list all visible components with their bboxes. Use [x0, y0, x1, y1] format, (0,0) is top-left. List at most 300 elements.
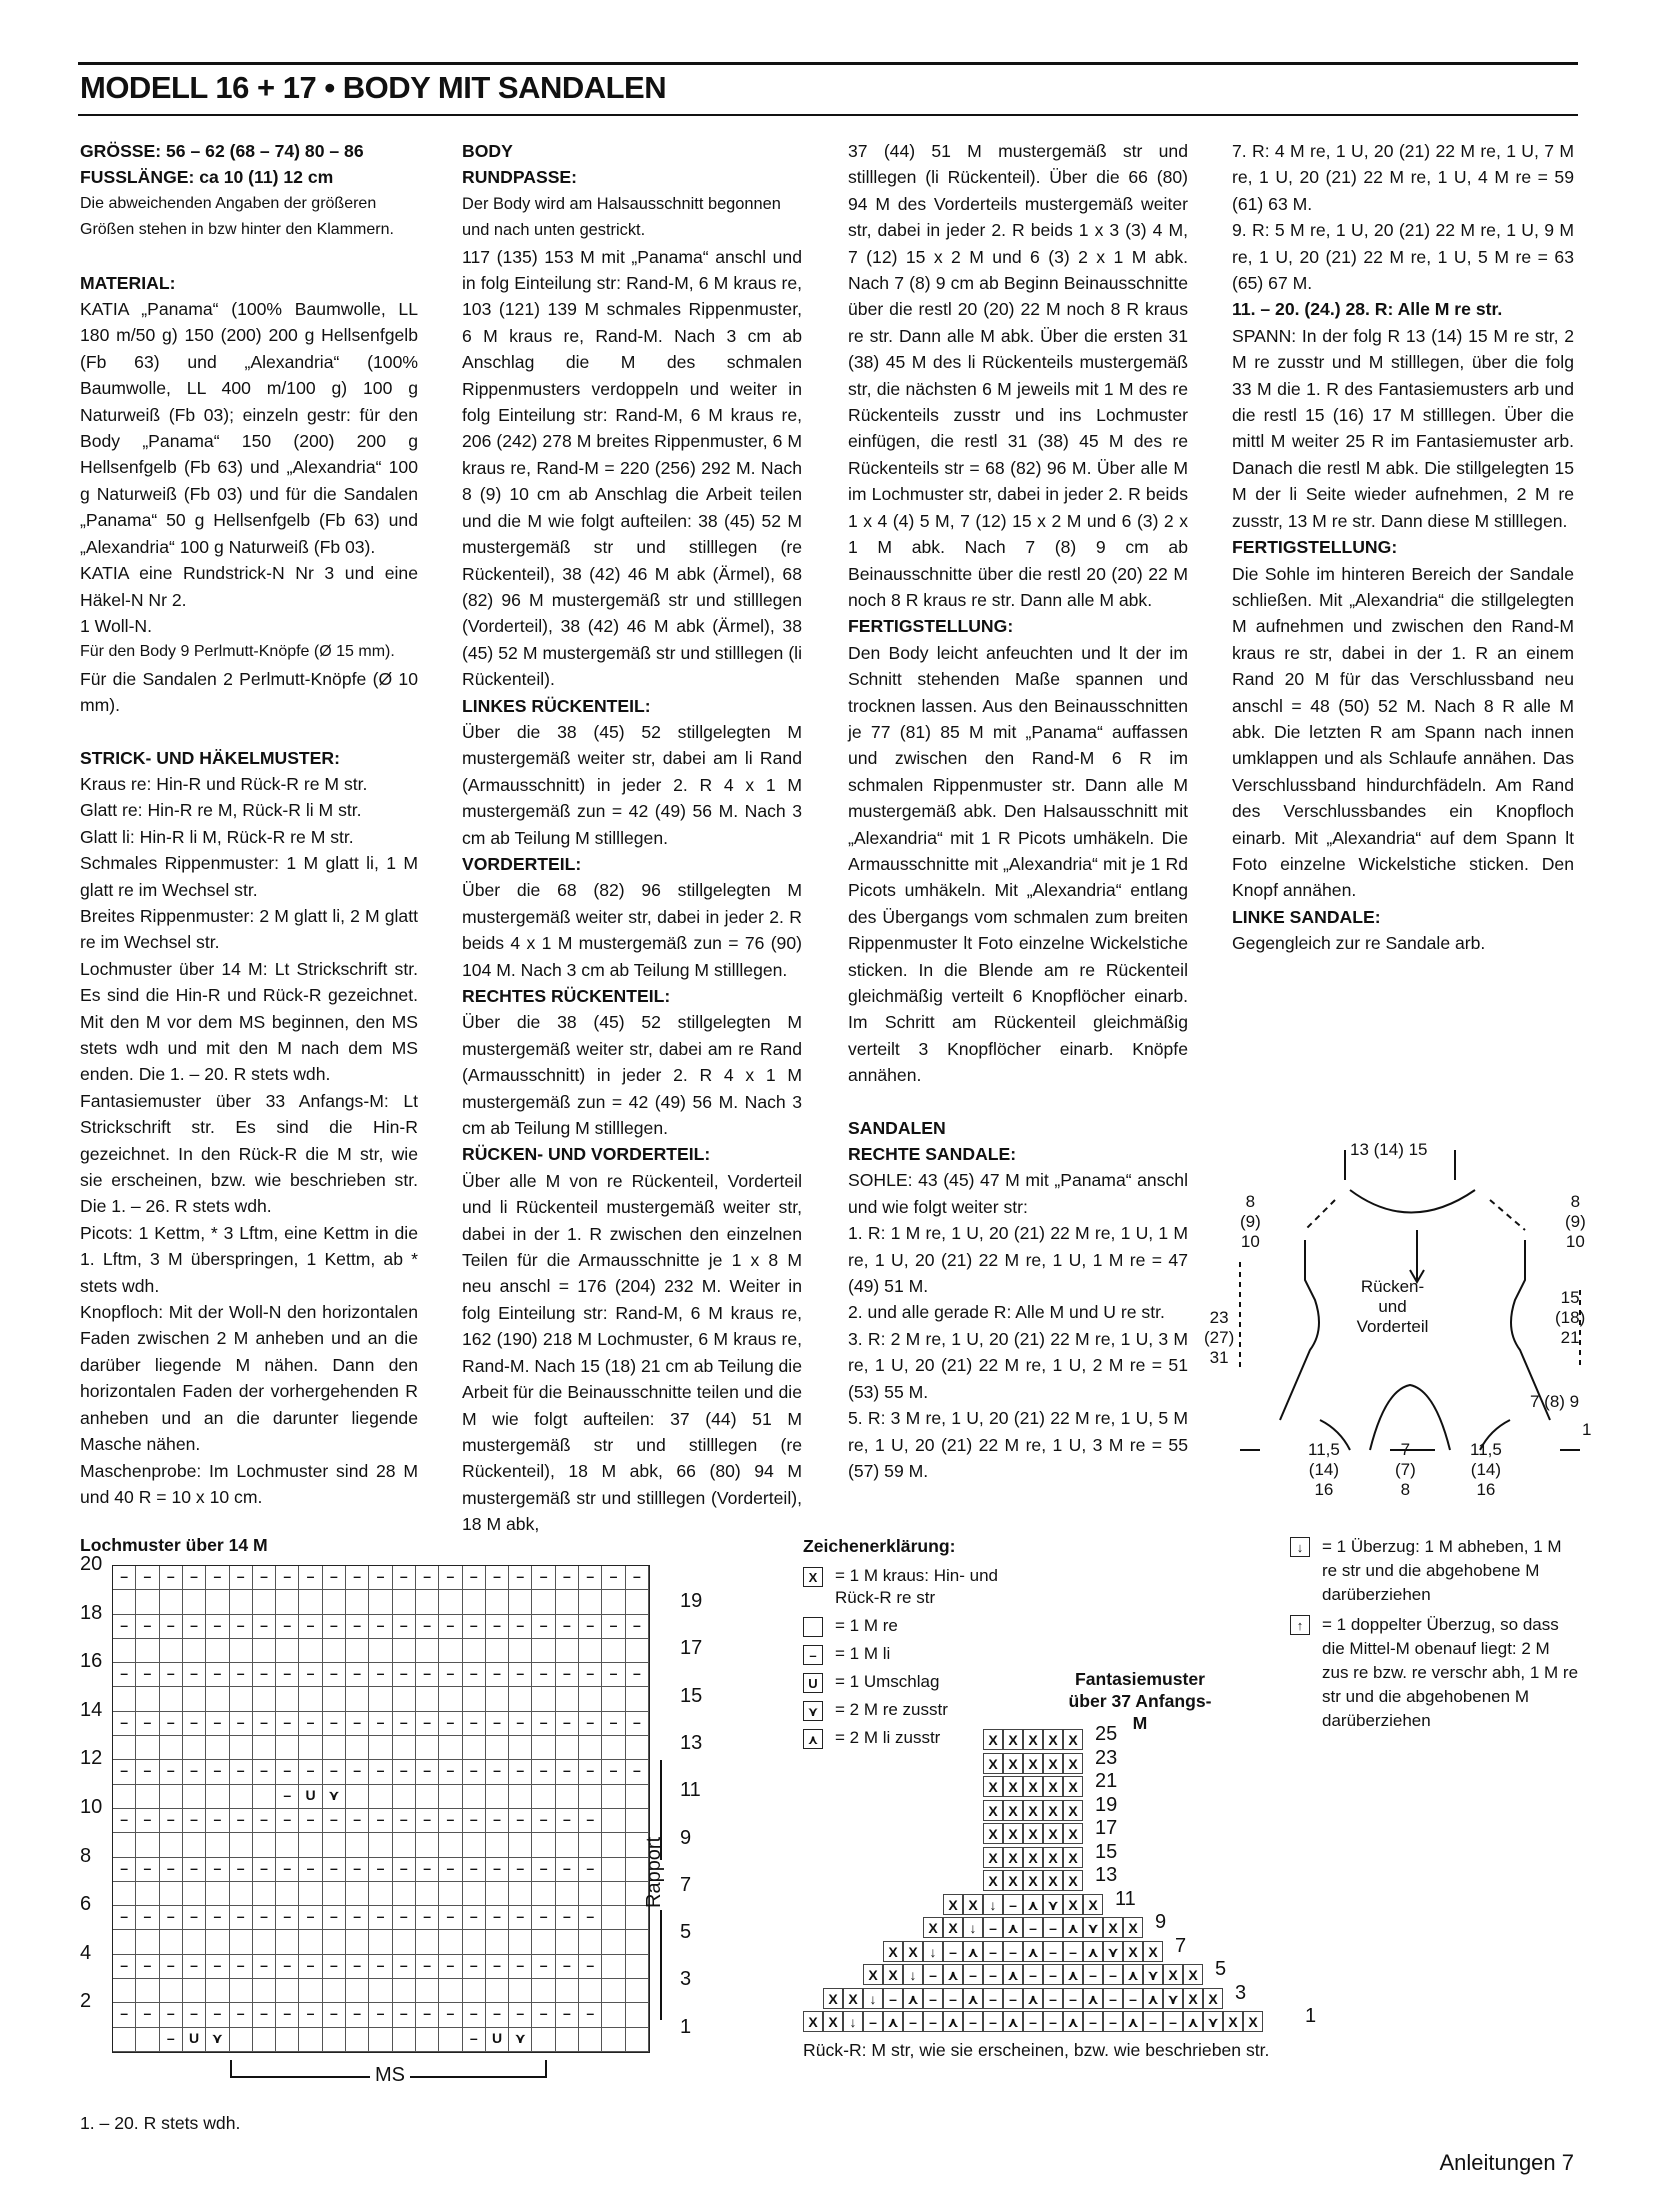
lace-chart-cell — [276, 1882, 299, 1906]
fancy-chart-cell: X — [923, 1917, 943, 1938]
lace-chart-cell: – — [579, 2003, 602, 2027]
finishing-text: Den Body leicht anfeuchten und lt der im Schnitt stehenden Maße spannen und trocknen lassen. Aus den Beinausschnitten je 77 (81) 85 M mit „Panama“ auffassen und zwischen den Rand-M 6 R im schmalen Rippenmuster str. Dann alle M mustergemäß abk. Den Halsausschnitt mit „Alexandria“ mit 1 R Picots umhäkeln. Die Armausschnitte mit „Alexandria“ mit je 1 Rd Picots umhäkeln. Mit „Alexandria“ entlang des Übergangs vom schmalen zum breiten Rippenmuster lt Foto einzelne Wickelstiche sticken. In die Blende am re Rückenteil gleichmäßig verteilt 6 Knopflöcher einarb. Im Schritt am Rückenteil gleichmäßig verteilt 3 Knopflöcher einarb. Knöpfe annähen. — [848, 642, 1188, 1086]
lace-chart-cell: – — [509, 1858, 532, 1882]
lace-chart-cell: – — [416, 1906, 439, 1930]
lace-chart-cell — [509, 1785, 532, 1809]
lace-chart-cell — [299, 1833, 322, 1857]
lace-chart-cell: – — [439, 1858, 462, 1882]
sole-text: SOHLE: 43 (45) 47 M mit „Panama“ anschl und wie folgt weiter str: — [848, 1170, 1188, 1217]
lace-chart-cell — [556, 1979, 579, 2003]
lace-row-label-right: 13 — [680, 1731, 703, 1754]
title-rule-bottom — [78, 114, 1578, 116]
sandals-heading: SANDALEN — [848, 1117, 946, 1138]
fancy-chart-cell: X — [1143, 1941, 1163, 1962]
lace-chart-cell: – — [113, 1809, 136, 1833]
lace-chart-cell — [160, 1590, 183, 1614]
lace-chart-cell — [113, 1590, 136, 1614]
lace-chart-cell: – — [393, 1955, 416, 1979]
lace-chart-cell: – — [276, 1760, 299, 1784]
lace-chart-cell: – — [230, 1712, 253, 1736]
lace-chart-cell — [230, 1639, 253, 1663]
ms-line-left — [230, 2076, 370, 2078]
fancy-chart-cell: X — [823, 1988, 843, 2009]
lace-chart-cell: – — [532, 1663, 555, 1687]
lace-chart-cell: – — [393, 2003, 416, 2027]
lace-chart-cell: – — [276, 2003, 299, 2027]
lace-chart-cell: – — [160, 2028, 183, 2052]
lace-chart-cell — [532, 1736, 555, 1760]
fancy-chart-cell: X — [1003, 1847, 1023, 1868]
row-1-text: 1. R: 1 M re, 1 U, 20 (21) 22 M re, 1 U, 1 M re, 1 U, 20 (21) 22 M re, 1 U, 1 M re = 47 (49) 51 M. — [848, 1223, 1188, 1297]
lace-chart-cell — [463, 1930, 486, 1954]
fancy-chart-cell: ⋏ — [1123, 1964, 1143, 1985]
finishing-heading: FERTIGSTELLUNG: — [848, 616, 1014, 637]
lace-chart-cell: – — [253, 1906, 276, 1930]
lace-chart-cell — [556, 1785, 579, 1809]
lace-chart-cell — [463, 1882, 486, 1906]
lace-chart-cell: – — [276, 1615, 299, 1639]
fancy-chart-cell: ⋏ — [1023, 1941, 1043, 1962]
diagram-right-top: 8 (9) 10 — [1565, 1192, 1586, 1251]
lace-chart-cell — [276, 1930, 299, 1954]
lace-chart-cell: – — [579, 1858, 602, 1882]
lace-chart-cell: – — [253, 1712, 276, 1736]
fancy-footnote: Rück-R: M str, wie sie erscheinen, bzw. wie beschrieben str. — [803, 2040, 1270, 2060]
lace-chart-cell: – — [486, 1760, 509, 1784]
lace-chart-cell: – — [416, 1566, 439, 1590]
lace-chart-cell — [136, 2028, 159, 2052]
sandal-finishing-heading: FERTIGSTELLUNG: — [1232, 537, 1398, 558]
lace-chart-title: Lochmuster über 14 M — [80, 1535, 268, 1555]
lace-chart-cell: – — [160, 1615, 183, 1639]
stitch-symbol-icon: ⋎ — [803, 1701, 823, 1721]
back-front-text: Über alle M von re Rückenteil, Vorderteil und li Rückenteil mustergemäß weiter str, dabei in der 1. R zwischen den einzelnen Teilen für die Armausschnitte je 1 x 8 M neu anschl = 176 (204) 232 M. Weiter in folg Einteilung str: Rand-M, 6 M kraus re, 162 (190) 218 M Lochmuster, 6 M kraus re, Rand-M. Nach 15 (18) 21 cm ab Teilung die Arbeit für die Beinausschnitte teilen und die M wie folgt aufteilen: 37 (44) 51 M mustergemäß str und stilllegen (re Rückenteil), 18 M abk, 66 (80) 94 M mustergemäß str und stilllegen (Vorderteil), 18 M abk, — [462, 1170, 803, 1535]
lace-chart-cell: – — [439, 2003, 462, 2027]
fancy-chart-cell: X — [1003, 1776, 1023, 1797]
lace-chart-cell — [532, 1930, 555, 1954]
lace-chart-cell: – — [253, 2003, 276, 2027]
lace-chart-cell — [626, 2003, 649, 2027]
lace-chart-cell: – — [486, 1712, 509, 1736]
fancy-row-label: 7 — [1175, 1934, 1187, 1957]
lace-chart-cell: – — [346, 1955, 369, 1979]
lace-chart-cell — [393, 1639, 416, 1663]
lace-chart-cell: – — [439, 1615, 462, 1639]
fancy-chart-cell: X — [1023, 1776, 1043, 1797]
lace-chart-cell — [486, 1590, 509, 1614]
fancy-chart-cell: – — [1063, 1988, 1083, 2009]
lace-chart-cell — [369, 1785, 392, 1809]
lace-chart-cell — [579, 1979, 602, 2003]
arrow-up-icon: ↑ — [1290, 1615, 1310, 1635]
yoke-intro: Der Body wird am Halsausschnitt begonnen und nach unten gestrickt. — [462, 194, 781, 240]
diagram-left-top: 8 (9) 10 — [1240, 1192, 1261, 1251]
lace-chart-cell: – — [532, 2003, 555, 2027]
lace-chart-cell: – — [183, 1663, 206, 1687]
lace-chart-cell: – — [113, 2003, 136, 2027]
lace-chart-cell: – — [323, 1858, 346, 1882]
rapport-line-lower — [660, 1910, 662, 2020]
fancy-row-label: 1 — [1305, 2005, 1317, 2027]
fancy-chart-cell: – — [1123, 1988, 1143, 2009]
lace-chart-cell: – — [486, 1663, 509, 1687]
fancy-chart-cell: X — [1243, 2011, 1263, 2032]
row-7-text: 7. R: 4 M re, 1 U, 20 (21) 22 M re, 1 U, 7 M re, 1 U, 20 (21) 22 M re, 1 U, 4 M re = 59 (61) 63 M. — [1232, 141, 1574, 214]
fancy-chart-cell: X — [823, 2011, 843, 2032]
picots-text: Picots: 1 Kettm, * 3 Lftm, eine Kettm in die 1. Lftm, 3 M überspringen, 1 Kettm, ab * stets wdh. — [80, 1222, 418, 1296]
lace-chart-cell — [276, 1979, 299, 2003]
lace-chart-cell — [486, 1882, 509, 1906]
fancy-chart-cell: X — [1063, 1823, 1083, 1844]
lace-chart-cell — [626, 1785, 649, 1809]
lace-chart-cell: – — [299, 2003, 322, 2027]
fancy-chart-cell: X — [1063, 1894, 1083, 1915]
fancy-chart-cell: X — [1043, 1800, 1063, 1821]
fancy-chart-cell: X — [1063, 1800, 1083, 1821]
lace-chart-cell — [602, 1930, 625, 1954]
lace-chart-cell — [439, 1833, 462, 1857]
lace-chart-cell — [323, 1639, 346, 1663]
left-sandal-text: Gegengleich zur re Sandale arb. — [1232, 933, 1486, 954]
lace-chart-cell: – — [323, 1663, 346, 1687]
fancy-chart-cell: X — [1003, 1729, 1023, 1750]
lace-chart-cell: – — [579, 1906, 602, 1930]
lace-chart-cell: – — [276, 1712, 299, 1736]
lace-chart-cell — [532, 1590, 555, 1614]
lace-chart-cell: – — [463, 1955, 486, 1979]
lace-chart-cell: – — [160, 1906, 183, 1930]
lace-chart-cell — [253, 1736, 276, 1760]
lace-chart-cell: – — [369, 1809, 392, 1833]
lace-row-label-left: 4 — [80, 1941, 92, 1964]
lace-chart-cell: – — [183, 1615, 206, 1639]
fancy-chart-cell: – — [1163, 2011, 1183, 2032]
buttons-body-text: Für den Body 9 Perlmutt-Knöpfe (Ø 15 mm). — [80, 643, 395, 661]
lace-chart-cell — [276, 1687, 299, 1711]
fancy-chart-cell: X — [1063, 1753, 1083, 1774]
body-continued-text: 37 (44) 51 M mustergemäß str und stilllegen (li Rückenteil). Über die 66 (80) 94 M des Vorderteils mustergemäß weiter str, dabei in jeder 2. R beids 1 x 3 (3) 4 M, 7 (12) 15 x 2 M und 6 (3) 2 x 1 M abk. Nach 7 (8) 9 cm ab Beginn Beinausschnitte über die restl 20 (20) 22 M noch 8 R kraus re str. Dann alle M abk. Über die ersten 31 (38) 45 M des li Rückenteils mustergemäß str, die nächsten 6 M jeweils mit 1 M des re Rückenteils zusstr und ins Lochmuster einfügen, die restl 31 (38) 45 M des re Rückenteils str = 68 (82) 96 M. Über alle M im Lochmuster str, dabei in jeder 2. R beids 1 x 4 (4) 5 M, 7 (12) 15 x 2 M und 6 (3) 2 x 1 M abk. Nach 7 (8) 9 cm ab Beinausschnitte über die restl 20 (20) 22 M noch 8 R kraus re str. Dann alle M abk. — [848, 141, 1188, 610]
lace-row-label-right: 11 — [680, 1779, 701, 1802]
lace-chart-cell — [439, 1979, 462, 2003]
lace-chart-cell: – — [253, 1858, 276, 1882]
fancy-chart-cell: X — [883, 1941, 903, 1962]
lace-chart-cell — [253, 1639, 276, 1663]
lace-chart-cell: – — [299, 1858, 322, 1882]
lace-chart-cell: – — [509, 1809, 532, 1833]
lace-chart-cell: – — [136, 1663, 159, 1687]
lace-chart-cell — [626, 1930, 649, 1954]
lace-chart-cell — [416, 1979, 439, 2003]
lace-chart-cell: – — [346, 1760, 369, 1784]
lace-chart-cell — [579, 1736, 602, 1760]
lace-chart-cell: – — [160, 1712, 183, 1736]
lace-chart-cell — [416, 1833, 439, 1857]
diagram-top-measure: 13 (14) 15 — [1350, 1140, 1428, 1159]
fancy-chart-cell: – — [943, 1941, 963, 1962]
lace-chart-cell: – — [532, 1566, 555, 1590]
lace-chart-cell: – — [113, 1906, 136, 1930]
lace-chart-cell — [509, 1687, 532, 1711]
lace-chart-cell: – — [136, 1955, 159, 1979]
lace-chart-cell — [299, 1930, 322, 1954]
legend-item-text: = 1 Umschlag — [835, 1672, 940, 1691]
fancy-chart-cell: ⋎ — [1203, 2011, 1223, 2032]
lace-chart-cell — [486, 1687, 509, 1711]
lace-chart-cell: – — [183, 1955, 206, 1979]
lace-chart-cell: – — [532, 1906, 555, 1930]
lace-chart-cell: – — [253, 1566, 276, 1590]
lace-chart-cell — [113, 1785, 136, 1809]
lace-chart-cell: – — [369, 1615, 392, 1639]
lace-chart-cell: – — [346, 1712, 369, 1736]
fancy-chart-cell: – — [1083, 2011, 1103, 2032]
lace-chart-cell: – — [463, 1906, 486, 1930]
lace-chart-cell — [136, 1687, 159, 1711]
fancy-chart-cell: X — [1043, 1729, 1063, 1750]
lace-chart-cell — [160, 1930, 183, 1954]
lace-chart-cell — [230, 1785, 253, 1809]
fancy-chart-cell: – — [1003, 1941, 1023, 1962]
lace-chart-cell: – — [369, 1566, 392, 1590]
fancy-row-label: 19 — [1095, 1793, 1118, 1816]
lace-chart-cell: – — [230, 2003, 253, 2027]
lace-chart-cell: – — [463, 1760, 486, 1784]
lace-chart-cell — [113, 1833, 136, 1857]
lace-chart-cell — [323, 1590, 346, 1614]
lace-chart-cell: – — [579, 1615, 602, 1639]
lace-chart-cell: – — [439, 1955, 462, 1979]
lace-chart-cell: – — [393, 1906, 416, 1930]
lace-chart-cell: – — [416, 2003, 439, 2027]
lace-chart-cell — [579, 1639, 602, 1663]
lace-chart-cell — [416, 1882, 439, 1906]
fancy-chart-cell: – — [1103, 2011, 1123, 2032]
lace-chart-cell — [602, 1882, 625, 1906]
lace-row-label-right: 5 — [680, 1921, 692, 1944]
lace-chart-cell: – — [463, 1566, 486, 1590]
lace-chart-cell: ⋎ — [206, 2028, 229, 2052]
lace-chart-cell — [136, 1930, 159, 1954]
lace-chart-cell — [230, 1736, 253, 1760]
lace-row-label-right: 19 — [680, 1590, 703, 1612]
fancy-chart-cell: ⋏ — [963, 1988, 983, 2009]
lace-chart-cell: – — [230, 1906, 253, 1930]
lace-chart-cell: – — [346, 1906, 369, 1930]
lace-chart-cell: – — [323, 1809, 346, 1833]
lace-chart-cell — [393, 1687, 416, 1711]
fancy-row-label: 17 — [1095, 1817, 1118, 1839]
fancy-chart-cell: X — [1023, 1729, 1043, 1750]
lace-chart-cell — [463, 1833, 486, 1857]
lace-chart-cell — [113, 1736, 136, 1760]
lace-chart-cell: – — [230, 1615, 253, 1639]
fancy-chart-cell: – — [923, 2011, 943, 2032]
lace-row-label-left: 12 — [80, 1747, 103, 1770]
legend-item — [803, 1565, 1025, 1609]
fancy-chart-cell: – — [883, 1988, 903, 2009]
lace-chart-cell: – — [463, 2028, 486, 2052]
lace-chart-cell — [602, 2003, 625, 2027]
lace-chart-cell: U — [299, 1785, 322, 1809]
lace-chart-cell — [253, 1979, 276, 2003]
lace-chart-cell — [532, 1833, 555, 1857]
lace-chart-cell — [393, 1590, 416, 1614]
lace-chart-cell: – — [276, 1785, 299, 1809]
pattern-heading: STRICK- UND HÄKELMUSTER: — [80, 747, 340, 768]
lace-chart-cell — [160, 1979, 183, 2003]
fancy-chart-cell: – — [1043, 1964, 1063, 1985]
fancy-row-label: 21 — [1095, 1770, 1118, 1792]
lace-chart-cell: – — [346, 2003, 369, 2027]
fancy-chart-cell: X — [1123, 1917, 1143, 1938]
lace-chart-cell: – — [579, 1809, 602, 1833]
lace-chart-cell — [393, 2028, 416, 2052]
lace-chart-cell — [323, 1736, 346, 1760]
lace-chart-cell — [463, 1590, 486, 1614]
lace-chart-cell — [509, 1639, 532, 1663]
fancy-chart-cell: – — [1043, 1941, 1063, 1962]
lace-chart-cell: – — [509, 1615, 532, 1639]
fancy-chart-cell: – — [1063, 1941, 1083, 1962]
lace-chart-cell — [183, 1590, 206, 1614]
lace-chart-cell — [136, 1590, 159, 1614]
lace-chart-cell — [602, 1785, 625, 1809]
lace-chart-cell — [532, 1687, 555, 1711]
lace-footnote: 1. – 20. R stets wdh. — [80, 2113, 241, 2133]
lace-chart-cell: – — [323, 2003, 346, 2027]
lace-chart-cell: – — [160, 1760, 183, 1784]
fancy-chart-cell: X — [1043, 1870, 1063, 1891]
lace-chart-cell: – — [486, 1566, 509, 1590]
lace-chart-cell: – — [416, 1760, 439, 1784]
lace-chart-cell: – — [206, 1858, 229, 1882]
lace-chart-cell: – — [113, 1760, 136, 1784]
lace-chart-cell — [509, 1930, 532, 1954]
column-2 — [462, 138, 802, 1538]
lace-chart-cell: – — [136, 1809, 159, 1833]
lace-chart-cell — [183, 1882, 206, 1906]
lace-chart-cell — [323, 1833, 346, 1857]
lace-chart-cell: – — [369, 1760, 392, 1784]
fancy-chart-cell: X — [1063, 1847, 1083, 1868]
lace-chart-cell — [602, 1639, 625, 1663]
lace-chart-cell — [509, 1882, 532, 1906]
lace-chart-cell: – — [299, 1615, 322, 1639]
lace-chart-cell: – — [509, 2003, 532, 2027]
lace-chart-cell: – — [626, 1615, 649, 1639]
lace-chart-cell — [206, 1930, 229, 1954]
lace-chart-cell — [346, 1687, 369, 1711]
lace-chart-cell: – — [416, 1955, 439, 1979]
row-9-text: 9. R: 5 M re, 1 U, 20 (21) 22 M re, 1 U, 9 M re, 1 U, 20 (21) 22 M re, 1 U, 5 M re = 63 (65) 67 M. — [1232, 220, 1574, 294]
lace-chart-cell: U — [183, 2028, 206, 2052]
lace-chart-cell: – — [299, 1760, 322, 1784]
lace-chart-cell: – — [160, 1955, 183, 1979]
fancy-chart-cell: – — [1043, 2011, 1063, 2032]
lace-chart-cell — [532, 1785, 555, 1809]
lace-chart-cell: – — [416, 1712, 439, 1736]
glatt-li-text: Glatt li: Hin-R li M, Rück-R re M str. — [80, 826, 354, 847]
fancy-pattern-text: Fantasiemuster über 33 Anfangs-M: Lt Strickschrift str. Es sind die Hin-R gezeichnet. In den Rück-R die M str, wie sie erscheinen, bzw. wie beschrieben str. Die 1. – 26. R stets wdh. — [80, 1090, 418, 1217]
fancy-chart-cell: – — [1043, 1917, 1063, 1938]
legend-item — [803, 1615, 1025, 1637]
fancy-chart-cell: X — [1163, 1964, 1183, 1985]
lace-chart-cell: – — [206, 1615, 229, 1639]
lace-chart-cell — [626, 1809, 649, 1833]
fancy-chart-cell: – — [1003, 1988, 1023, 2009]
legend-item-text: = 2 M li zusstr — [835, 1728, 941, 1747]
lace-chart-cell: – — [253, 1615, 276, 1639]
lace-chart-cell — [532, 2028, 555, 2052]
lace-chart-cell — [136, 1833, 159, 1857]
gauge-text: Maschenprobe: Im Lochmuster sind 28 M und 40 R = 10 x 10 cm. — [80, 1460, 418, 1507]
lace-chart-cell: – — [299, 1906, 322, 1930]
lace-row-label-left: 16 — [80, 1650, 103, 1673]
lace-chart-cell — [299, 1882, 322, 1906]
lace-chart-cell: – — [206, 1760, 229, 1784]
legend-item — [803, 1671, 1025, 1693]
fancy-chart-cell: ⋏ — [883, 2011, 903, 2032]
lace-chart-cell: – — [556, 1906, 579, 1930]
lace-row-label-right: 15 — [680, 1684, 703, 1707]
fancy-chart-cell: – — [903, 2011, 923, 2032]
fancy-chart-cell: – — [963, 1964, 983, 1985]
fancy-chart-cell: – — [1023, 1964, 1043, 1985]
fancy-chart-cell: – — [1043, 1988, 1063, 2009]
fancy-chart-cell: X — [1003, 1753, 1023, 1774]
row-5-text: 5. R: 3 M re, 1 U, 20 (21) 22 M re, 1 U, 5 M re, 1 U, 20 (21) 22 M re, 1 U, 3 M re = 55 (57) 59 M. — [848, 1408, 1188, 1481]
lace-chart-cell — [299, 1979, 322, 2003]
lace-chart-cell: – — [439, 1760, 462, 1784]
lace-chart-cell — [253, 1833, 276, 1857]
lace-chart-cell — [626, 1639, 649, 1663]
lace-chart-cell — [299, 2028, 322, 2052]
lace-row-label-left: 2 — [80, 1990, 92, 2013]
lace-chart-cell — [369, 2028, 392, 2052]
lace-chart-cell: – — [532, 1858, 555, 1882]
lace-chart-cell — [113, 1639, 136, 1663]
lace-chart-cell — [346, 1785, 369, 1809]
lace-chart-cell: – — [509, 1906, 532, 1930]
lace-chart-cell: – — [253, 1663, 276, 1687]
fancy-row-label: 23 — [1095, 1746, 1118, 1769]
column-1 — [80, 138, 418, 1510]
fancy-chart-cell: ↓ — [923, 1941, 943, 1962]
lace-chart-cell: – — [136, 1566, 159, 1590]
fancy-chart-cell: ⋎ — [1083, 1917, 1103, 1938]
lace-chart-cell — [626, 1906, 649, 1930]
fancy-chart-cell: ↓ — [903, 1964, 923, 1985]
lace-chart-cell — [463, 1785, 486, 1809]
fancy-chart-cell: – — [1023, 2011, 1043, 2032]
legend-item-text: = 1 M li — [835, 1644, 891, 1663]
fancy-chart-cell: ↓ — [843, 2011, 863, 2032]
kraus-text: Kraus re: Hin-R und Rück-R re M str. — [80, 773, 368, 794]
fancy-chart-cell: X — [863, 1964, 883, 1985]
glatt-re-text: Glatt re: Hin-R re M, Rück-R li M str. — [80, 800, 362, 821]
lace-chart-cell: – — [393, 1760, 416, 1784]
lace-chart-cell: – — [299, 1566, 322, 1590]
lace-chart-cell — [626, 1590, 649, 1614]
diagram-bottom-left: 11,5 (14) 16 — [1308, 1440, 1340, 1499]
left-back-heading: LINKES RÜCKENTEIL: — [462, 695, 651, 716]
fancy-chart-cell: ⋏ — [1003, 1964, 1023, 1985]
lace-chart-cell: – — [346, 1663, 369, 1687]
lace-chart-cell: – — [602, 1712, 625, 1736]
lace-chart-cell — [253, 2028, 276, 2052]
lace-chart-cell: – — [509, 1955, 532, 1979]
lace-chart-cell — [276, 1833, 299, 1857]
